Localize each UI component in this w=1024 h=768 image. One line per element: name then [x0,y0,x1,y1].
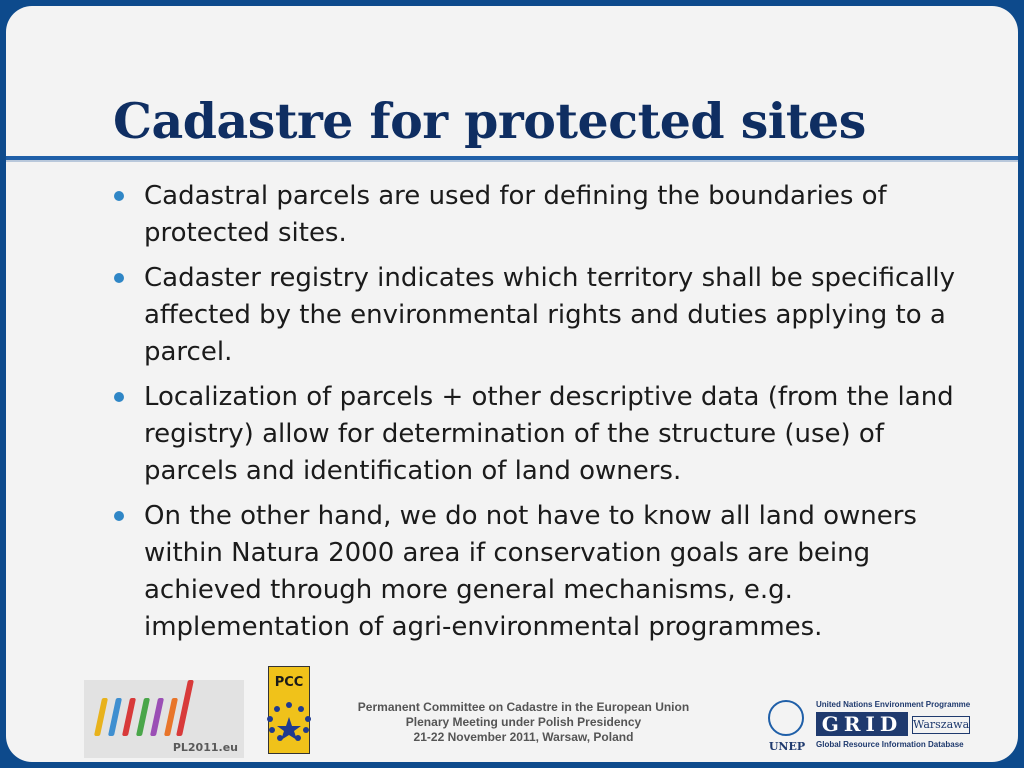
presidency-logo-text: PL2011.eu [172,741,238,754]
slide-title: Cadastre for protected sites [113,92,866,150]
bullet-text: Localization of parcels + other descriptive data (from the land registry) allow for determination of the structure (use) of parcels and identification of land owners. [144,382,954,486]
grid-database-text: Global Resource Information Database [816,740,964,749]
unep-logo [764,700,810,756]
bullet-dot-icon [114,511,124,521]
footer-line-meeting: Plenary Meeting under Polish Presidency [405,715,642,729]
footer-caption [326,700,721,745]
title-divider-shadow [6,160,1018,162]
bullet-list [114,178,974,654]
footer-line-date: 21-22 November 2011, Warsaw, Poland [413,730,634,744]
grid-logo-text: GRID [816,712,908,736]
slide-footer [6,660,1018,762]
pcc-logo-text: PCC [274,675,304,690]
bullet-dot-icon [114,273,124,283]
bullet-text: Cadaster registry indicates which territory shall be specifically affected by the environmental rights and duties applying to a parcel. [144,263,956,367]
globe-icon [768,700,804,736]
bullet-item [114,379,974,490]
polish-presidency-logo [84,680,244,758]
footer-line-committee: Permanent Committee on Cadastre in the European Union [357,700,690,714]
bullet-text: Cadastral parcels are used for defining the boundaries of protected sites. [144,181,887,248]
bullet-dot-icon [114,191,124,201]
grid-warszawa-logo [816,700,972,756]
bullet-text: On the other hand, we do not have to know all land owners within Natura 2000 area if conservation goals are being achieved through more general mechanisms, e.g. implementation of agri-environmental programmes. [144,501,917,642]
bullet-item [114,498,974,646]
grid-program-text: United Nations Environment Programme [816,700,971,709]
unep-logo-text: UNEP [768,740,806,753]
bullet-dot-icon [114,392,124,402]
pcc-logo [268,666,310,754]
grid-city-text: Warszawa [912,716,970,734]
slide [6,6,1018,762]
eu-stars-icon [259,699,319,745]
bullet-item [114,178,974,252]
bullet-item [114,260,974,371]
